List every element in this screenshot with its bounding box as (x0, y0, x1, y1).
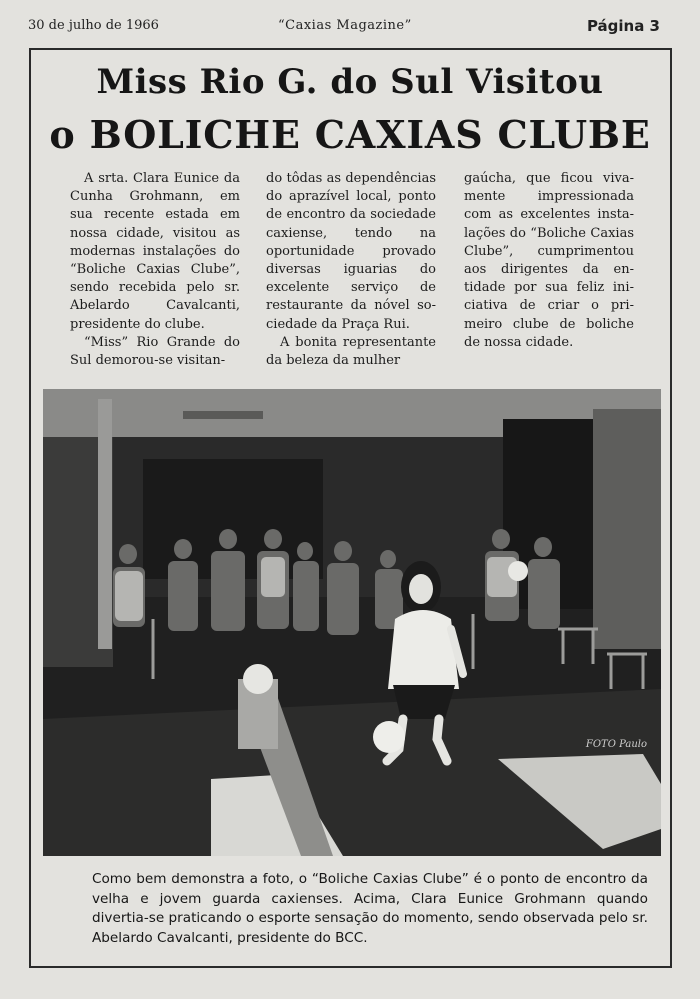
header-date: 30 de julho de 1966 (28, 18, 159, 33)
photo-caption: Como bem demonstra a foto, o “Boliche Caxias Clube” é o ponto de encontro da velha e jovem guarda caxienses. Acima, Clara Eunice Grohmann quando divertia-se praticando o esporte sensação do momento, sendo observada pelo sr. Abelardo Cavalcanti, presidente do BCC. (92, 871, 648, 946)
article-column-2 (266, 170, 436, 370)
bowling-scene-illustration (43, 389, 661, 856)
headline-line-1: Miss Rio G. do Sul Visitou (96, 62, 604, 102)
headline-line-2: o BOLICHE CAXIAS CLUBE (49, 112, 651, 157)
header-page-number: Página 3 (586, 17, 660, 35)
photo-credit: FOTO Paulo (585, 739, 647, 750)
paragraph: do tôdas as dependências do aprazível local, ponto de encontro da sociedade caxiense, tendo na oportunidade provado diversas iguarias do excelente serviço de restaurante da nóvel sociedade da Praça Rui. (266, 171, 436, 332)
article-column-3 (464, 170, 634, 352)
paragraph: gaúcha, que ficou vivamente impressionada com as excelentes instalações do “Boliche Caxias Clube”, cumprimentou aos dirigentes da entidade por sua feliz iniciativa de criar o primeiro clube de boliche de nossa cidade. (464, 171, 634, 350)
paragraph: “Miss” Rio Grande do Sul demorou-se visitan- (70, 334, 240, 369)
paragraph: A bonita representante da beleza da mulher (266, 334, 436, 369)
article-column-1 (70, 170, 240, 370)
bowling-photo (43, 389, 661, 856)
header-magazine-name: “Caxias Magazine” (278, 18, 412, 33)
paragraph: A srta. Clara Eunice da Cunha Grohmann, em sua recente estada em nossa cidade, visitou as modernas instalações do “Boliche Caxias Clube”, sendo recebida pelo sr. Abelardo Cavalcanti, presidente do clube. (70, 171, 240, 332)
